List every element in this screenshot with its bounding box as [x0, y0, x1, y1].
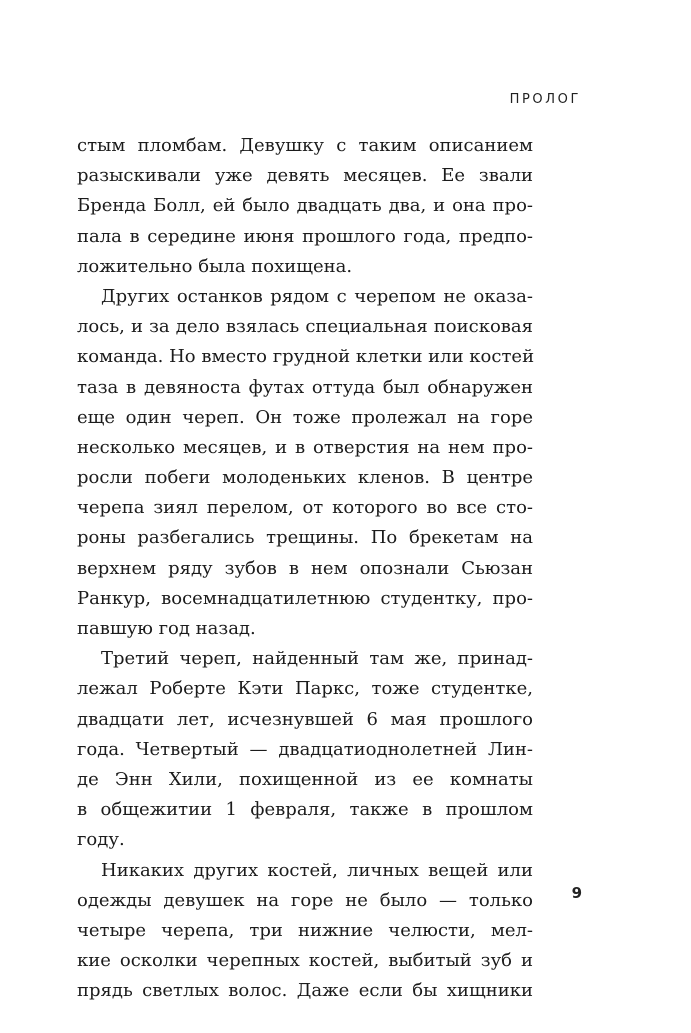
text-line: двадцати лет, исчезнувшей 6 мая прошлого — [77, 708, 533, 730]
text-line: прядь светлых волос. Даже если бы хищники — [77, 980, 533, 1002]
text-line: году. — [77, 829, 125, 851]
text-line: ложительно была похищена. — [77, 255, 353, 277]
text-line: Никаких других костей, личных вещей или — [101, 859, 533, 881]
text-line: пала в середине июня прошлого года, предпо- — [77, 225, 533, 247]
text-line: одежды девушек на горе не было — только — [77, 889, 533, 911]
text-line: в общежитии 1 февраля, также в прошлом — [77, 799, 533, 821]
text-line: росли побеги молоденьких кленов. В центре — [77, 467, 533, 489]
text-line: команда. Но вместо грудной клетки или костей — [77, 346, 535, 368]
text-line: верхнем ряду зубов в нем опознали Сьюзан — [77, 557, 533, 579]
text-line: таза в девяноста футах оттуда был обнаружен — [77, 376, 533, 398]
page-number: 9 — [571, 884, 582, 902]
text-line: Бренда Болл, ей было двадцать два, и она про- — [77, 195, 533, 217]
text-line: черепа зиял перелом, от которого во все сто- — [77, 497, 533, 519]
text-line: кие осколки черепных костей, выбитый зуб и — [77, 950, 533, 972]
text-line: павшую год назад. — [77, 618, 256, 639]
text-line: роны разбегались трещины. По брекетам на — [77, 527, 533, 549]
text-line: лось, и за дело взялась специальная поисковая — [77, 316, 533, 338]
text-line: четыре черепа, три нижние челюсти, мел- — [77, 919, 533, 941]
text-line: года. Четвертый — двадцатиоднолетней Лин- — [77, 738, 533, 760]
text-line: Третий череп, найденный там же, принад- — [101, 648, 533, 670]
text-line: стым пломбам. Девушку с таким описанием — [77, 135, 533, 156]
running-header: ПРОЛОГ — [509, 92, 581, 107]
text-line: Ранкур, восемнадцатилетнюю студентку, про- — [77, 587, 533, 609]
text-line: лежал Роберте Кэти Паркс, тоже студентке, — [77, 678, 533, 700]
text-line: Других останков рядом с черепом не оказа- — [101, 285, 533, 307]
text-line: разыскивали уже девять месяцев. Ее звали — [77, 165, 533, 187]
body-text — [77, 131, 533, 1006]
text-line: де Энн Хили, похищенной из ее комнаты — [77, 768, 533, 790]
text-line: несколько месяцев, и в отверстия на нем про- — [77, 436, 533, 458]
text-line: еще один череп. Он тоже пролежал на горе — [77, 406, 533, 428]
